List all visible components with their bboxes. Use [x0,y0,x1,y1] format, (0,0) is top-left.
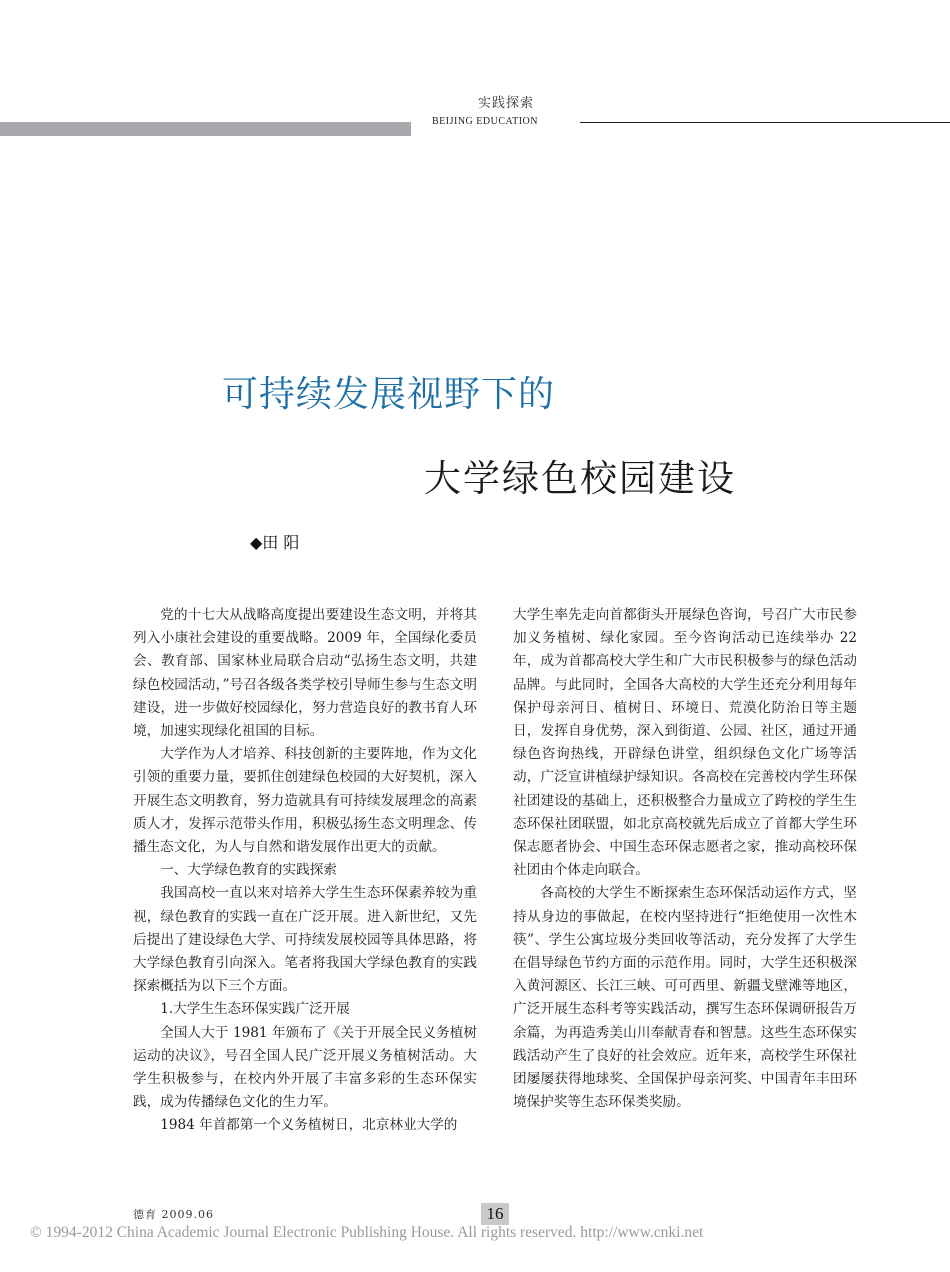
subsection-heading: 1.大学生生态环保实践广泛开展 [160,1001,350,1018]
page-number: 16 [481,1203,509,1225]
header-rule [580,122,950,123]
author-byline: ◆田 阳 [250,533,300,552]
paragraph: 大学作为人才培养、科技创新的主要阵地，作为文化引领的重要力量，要抓住创建绿色校园的大好契机，深入开展生态文明教育，努力造就具有可持续发展理念的高素质人才，发挥示范带头作用，积极弘扬生态文明理念、传播生态文化，为人与自然和谐发展作出更大的贡献。 [133,746,477,856]
paragraph: 我国高校一直以来对培养大学生生态环保素养较为重视，绿色教育的实践一直在广泛开展。进入新世纪，又先后提出了建设绿色大学、可持续发展校园等具体思路，将大学绿色教育引向深入。笔者将我国大学绿色教育的实践探索概括为以下三个方面。 [133,885,477,995]
paragraph: 各高校的大学生不断探索生态环保活动运作方式，坚持从身边的事做起，在校内坚持进行“拒绝使用一次性木筷”、学生公寓垃圾分类回收等活动，充分发挥了大学生在倡导绿色节约方面的示范作用。同时，大学生还积极深入黄河源区、长江三峡、可可西里、新疆戈壁滩等地区，广泛开展生态科考等实践活动，撰写生态环保调研报告万余篇，为再造秀美山川奉献青春和智慧。这些生态环保实践活动产生了良好的社会效应。近年来，高校学生环保社团屡屡获得地球奖、全国保护母亲河奖、中国青年丰田环境保护奖等生态环保类奖励。 [513,885,857,1111]
right-column [513,604,857,1114]
section-heading: 一、大学绿色教育的实践探索 [160,862,337,879]
section-label: 实践探索 [477,96,534,111]
paragraph: 大学生率先走向首都街头开展绿色咨询，号召广大市民参加义务植树、绿化家园。至今咨询活动已连续举办 22 年，成为首都高校大学生和广大市民积极参与的绿色活动品牌。与此同时，全国各大高校的大学生还充分利用每年保护母亲河日、植树日、环境日、荒漠化防治日等主题日，发挥自身优势，深入到街道、公园、社区，通过开通绿色咨询热线，开辟绿色讲堂，组织绿色文化广场等活动，广泛宣讲植绿护绿知识。各高校在完善校内学生环保社团建设的基础上，还积极整合力量成立了跨校的学生生态环保社团联盟，如北京高校就先后成立了首都大学生环保志愿者协会、中国生态环保志愿者之家，推动高校环保社团由个体走向联合。 [513,607,857,879]
left-column [133,604,477,1138]
article-title-line2: 大学绿色校园建设 [424,457,736,500]
issue-info: 德育 2009.06 [133,1208,214,1221]
article-title-line1: 可持续发展视野下的 [222,374,556,415]
copyright-notice: © 1994-2012 China Academic Journal Electronic Publishing House. All rights reserved. http://www.cnki.net [30,1224,704,1241]
journal-name: BEIJING EDUCATION [432,116,538,127]
header-gray-bar [0,122,411,136]
paragraph: 党的十七大从战略高度提出要建设生态文明，并将其列入小康社会建设的重要战略。2009 年，全国绿化委员会、教育部、国家林业局联合启动“弘扬生态文明，共建绿色校园活动，”号召各级各类学校引导师生参与生态文明建设，进一步做好校园绿化，努力营造良好的教书育人环境，加速实现绿化祖国的目标。 [133,607,477,740]
paragraph: 1984 年首都第一个义务植树日，北京林业大学的 [160,1117,458,1134]
paragraph: 全国人大于 1981 年颁布了《关于开展全民义务植树运动的决议》，号召全国人民广泛开展义务植树活动。大学生积极参与，在校内外开展了丰富多彩的生态环保实践，成为传播绿色文化的生力军。 [133,1024,477,1111]
